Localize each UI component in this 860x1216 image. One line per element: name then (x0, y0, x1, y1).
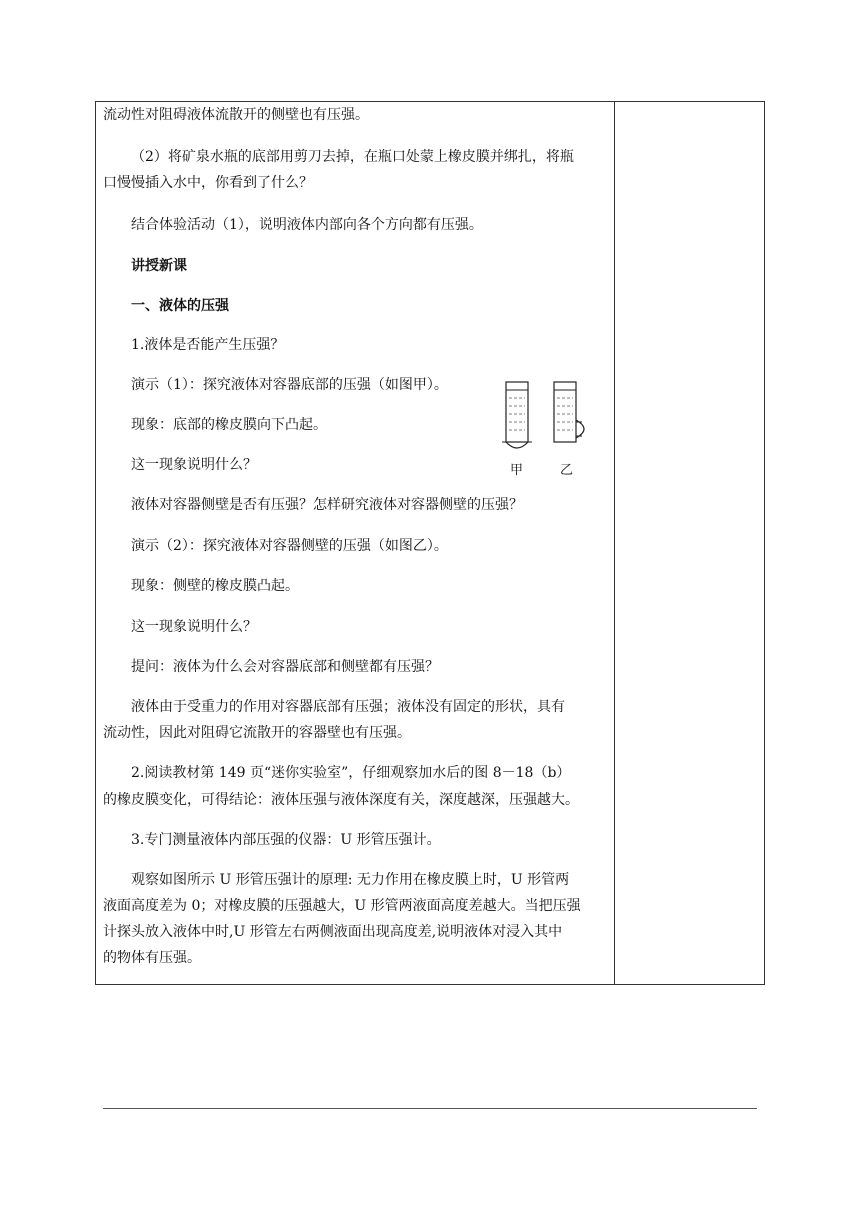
text-line: 结合体验活动（1），说明液体内部向各个方向都有压强。 (131, 217, 483, 233)
text-line: 的物体有压强。 (103, 950, 201, 966)
footer-rule (103, 1108, 757, 1109)
text-line: 口慢慢插入水中，你看到了什么？ (103, 175, 313, 191)
pressure-experiment-figure (492, 378, 602, 483)
figure-label-yi: 乙 (560, 463, 574, 478)
bottom-membrane-bulge (506, 442, 528, 448)
side-membrane-bulge (576, 420, 584, 438)
figure-label-jia: 甲 (510, 463, 524, 478)
text-line: 现象：侧壁的橡皮膜凸起。 (131, 578, 299, 594)
text-line: 这一现象说明什么？ (131, 619, 257, 635)
text-line: 液体对容器侧壁是否有压强？怎样研究液体对容器侧壁的压强？ (131, 497, 523, 513)
text-line: 3.专门测量液体内部压强的仪器：U 形管压强计。 (131, 832, 441, 848)
section-heading: 一、液体的压强 (131, 298, 229, 314)
text-line: 液面高度差为 0；对橡皮膜的压强越大，U 形管两液面高度差越大。当把压强 (103, 898, 581, 914)
table-column-divider (614, 101, 615, 985)
text-line: 1.液体是否能产生压强？ (131, 337, 285, 353)
text-line: 演示（1）：探究液体对容器底部的压强（如图甲）。 (131, 377, 448, 393)
text-line: （2）将矿泉水瓶的底部用剪刀去掉，在瓶口处蒙上橡皮膜并绑扎，将瓶 (131, 149, 574, 165)
text-line: 现象：底部的橡皮膜向下凸起。 (131, 417, 327, 433)
tube-jia (506, 382, 528, 442)
text-line: 观察如图所示 U 形管压强计的原理: 无力作用在橡皮膜上时，U 形管两 (131, 872, 570, 888)
text-line: 演示（2）：探究液体对容器侧壁的压强（如图乙）。 (131, 538, 448, 554)
tubes-illustration (492, 378, 602, 460)
text-line: 的橡皮膜变化，可得结论：液体压强与液体深度有关，深度越深，压强越大。 (103, 792, 579, 808)
text-line: 流动性，因此对阻碍它流散开的容器壁也有压强。 (103, 725, 411, 741)
section-heading: 讲授新课 (131, 258, 187, 274)
text-line: 这一现象说明什么？ (131, 457, 257, 473)
text-line: 液体由于受重力的作用对容器底部有压强；液体没有固定的形状，具有 (131, 699, 565, 715)
text-line: 2.阅读教材第 149 页“迷你实验室”，仔细观察加水后的图 8－18（b） (131, 765, 571, 781)
text-line: 计探头放入液体中时,U 形管左右两侧液面出现高度差,说明液体对浸入其中 (103, 924, 563, 940)
text-line: 提问：液体为什么会对容器底部和侧壁都有压强？ (131, 659, 439, 675)
tube-yi (554, 382, 576, 442)
text-line: 流动性对阻碍液体流散开的侧壁也有压强。 (103, 107, 369, 123)
